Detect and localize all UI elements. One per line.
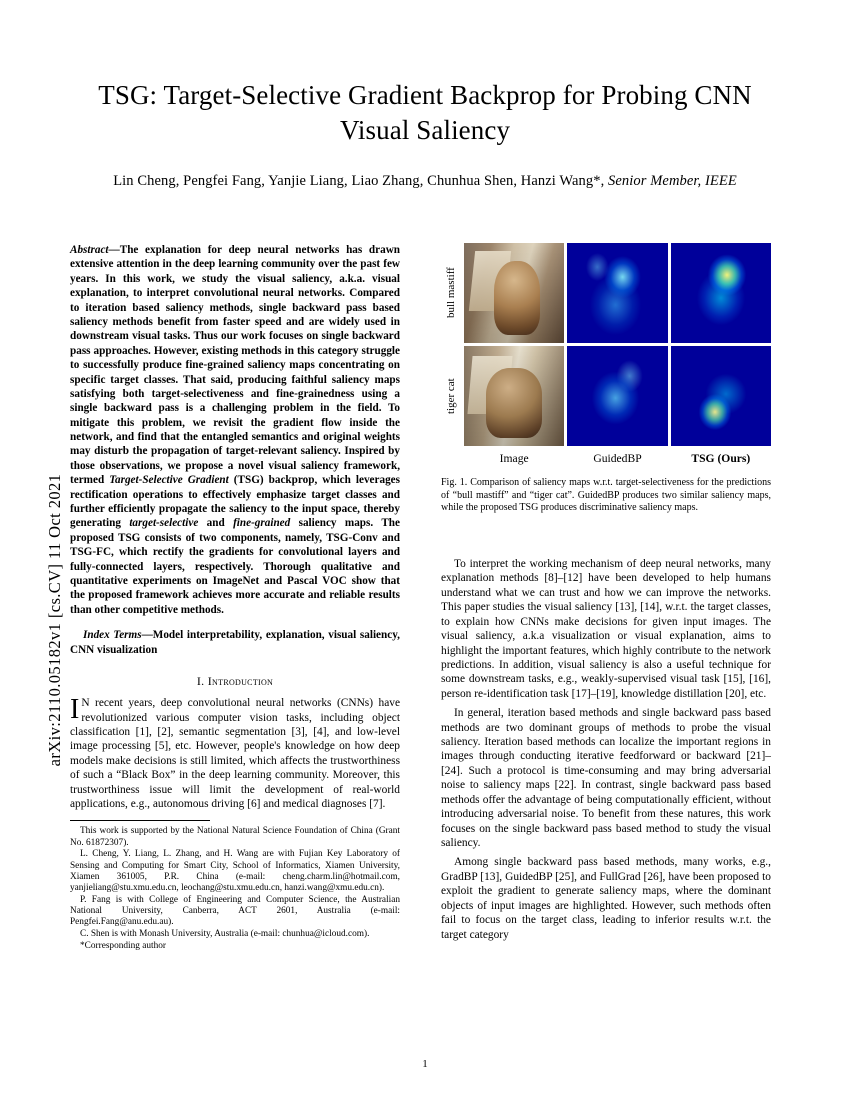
abstract-text-2: (TSG) backprop, which leverages rectification operations to effectively emphasize target classes and further efficiently propagate the saliency to the input space, thereby generating bbox=[70, 474, 400, 530]
figure-row-label-tiger-cat: tiger cat bbox=[445, 378, 457, 414]
left-column bbox=[70, 243, 400, 953]
abstract-text-1: The explanation for deep neural networks has drawn extensive attention in the deep learning community over the past few years. In this work, we study the visual saliency, a.k.a. visual explanation, to interpret convolutional neural networks. Compared to iteration based saliency methods, single backward pass based saliency methods benefit from faster speed and are widely used in downstream visual tasks. Thus our work focuses on single backward pass approaches. However, existing methods in this category struggle to successfully produce fine-grained saliency maps concentrating on specific target classes. That said, producing faithful saliency maps satisfying both target-selectiveness and fine-grainedness using a single backward pass is a challenging problem in the field. To mitigate this problem, we revisit the gradient flow inside the network, and find that the entangled semantics and original weights may disturb the propagation of target-relevant saliency. Inspired by those observations, we propose a novel visual saliency framework, termed bbox=[70, 244, 400, 487]
figure-tsg-bull-mastiff bbox=[671, 243, 771, 343]
title-block bbox=[70, 78, 780, 190]
authors-membership: Senior Member, IEEE bbox=[608, 173, 737, 190]
drop-cap: I bbox=[70, 694, 80, 726]
figure-caption bbox=[441, 477, 771, 515]
footnote-item: L. Cheng, Y. Liang, L. Zhang, and H. Wang are with Fujian Key Laboratory of Sensing and Computing for Smart City, School of Informatics, Xiamen University, Xiamen 361005, P.R. China (e-mail: cheng.charm.lin@hotmail.com, yanjieliang@stu.xmu.edu.cn, leochang@stu.xmu.edu.cn, hanzi.wang@xmu.edu.cn). bbox=[70, 849, 400, 894]
footnotes bbox=[70, 826, 400, 952]
abstract-text-3: and bbox=[198, 517, 234, 530]
footnote-rule bbox=[70, 820, 210, 821]
section-heading-introduction: I. Introduction bbox=[196, 673, 274, 688]
abstract-dash: — bbox=[108, 244, 120, 256]
author-list bbox=[70, 173, 780, 190]
abstract bbox=[70, 243, 400, 617]
abstract-italic-1: Target-Selective Gradient bbox=[109, 474, 229, 487]
figure-guidedbp-bull-mastiff bbox=[567, 243, 667, 343]
authors-names: Lin Cheng, Pengfei Fang, Yanjie Liang, Liao Zhang, Chunhua Shen, Hanzi Wang*, bbox=[113, 173, 609, 190]
figure-header-guidedbp: GuidedBP bbox=[593, 452, 642, 465]
index-terms bbox=[70, 628, 400, 657]
figure-header-tsg: TSG (Ours) bbox=[691, 452, 751, 465]
figure-tsg-tiger-cat bbox=[671, 346, 771, 446]
index-terms-dash: — bbox=[141, 629, 153, 642]
figure-guidedbp-tiger-cat bbox=[567, 346, 667, 446]
figure-image-bull-mastiff bbox=[464, 243, 564, 343]
figure-header-spacer bbox=[441, 452, 461, 465]
figure-row-label-bull-mastiff: bull mastiff bbox=[445, 267, 457, 319]
abstract-italic-2: target-selective bbox=[129, 517, 199, 530]
footnote-item: P. Fang is with College of Engineering and Computer Science, the Australian National University, Canberra, ACT 2601, Australia (e-mail: Pengfei.Fang@anu.edu.au). bbox=[70, 894, 400, 928]
abstract-text-4: saliency maps. The proposed TSG consists of two components, namely, TSG-Conv and TSG-FC, which rectify the gradients for convolutional layers and fully-connected layers, respectively. Thorough qualitative and quantitative experiments on ImageNet and Pascal VOC show that the proposed framework achieves more accurate and reliable results than other competitive methods. bbox=[70, 517, 400, 616]
footnote-item: C. Shen is with Monash University, Australia (e-mail: chunhua@icloud.com). bbox=[80, 929, 370, 940]
figure-caption-label: Fig. 1. bbox=[441, 477, 468, 488]
right-paragraph-3: Among single backward pass based methods, many works, e.g., GradBP [13], GuidedBP [25], and FullGrad [26], have been proposed to exploit the gradient to generate saliency maps, where the dominant objects of input images are highlighted. However, such methods often fail to focus on the target class, leading to inferior results w.r.t. the target category bbox=[441, 856, 771, 941]
abstract-label: Abstract bbox=[70, 244, 109, 256]
right-paragraph-1: To interpret the working mechanism of deep neural networks, many explanation methods [8]–[12] have been developed to help humans understand what we can trust and how we can improve the networks. This paper studies the visual saliency [13], [14], w.r.t. the target classes, to explain how CNNs make decisions for given input images. The visual saliency, a.k.a visualization or visual explanation, aims to highlight the important features, which highly contribute to the network predictions. In addition, visual saliency is also a useful technique for some downstream tasks, e.g., weakly-supervised visual task [15], [16], person re-identification task [17]–[19], knowledge distillation [20], etc. bbox=[441, 558, 771, 700]
index-terms-text: Model interpretability, explanation, visual saliency, CNN visualization bbox=[70, 629, 400, 656]
index-terms-label: Index Terms bbox=[83, 629, 142, 642]
page-title: TSG: Target-Selective Gradient Backprop for Probing CNN Visual Saliency bbox=[98, 80, 752, 145]
figure-1 bbox=[441, 243, 771, 515]
abstract-italic-3: fine-grained bbox=[233, 517, 291, 530]
figure-caption-text: Comparison of saliency maps w.r.t. target-selectiveness for the predictions of “bull mastiff” and “tiger cat”. GuidedBP produces two similar saliency maps, while the proposed TSG produces discriminative saliency maps. bbox=[441, 477, 771, 513]
footnote-item: This work is supported by the National Natural Science Foundation of China (Grant No. 61872307). bbox=[70, 826, 400, 848]
figure-column-headers bbox=[441, 452, 771, 465]
figure-grid bbox=[441, 243, 771, 446]
page-number: 1 bbox=[422, 1058, 428, 1070]
figure-image-tiger-cat bbox=[464, 346, 564, 446]
intro-paragraph-1 bbox=[70, 696, 400, 811]
intro-paragraph-1-text: N recent years, deep convolutional neural networks (CNNs) have revolutionized various computer vision tasks, including object classification [1], [2], semantic segmentation [3], [4], and low-level image processing [5], etc. However, people's knowledge on how deep models make decisions is still limited, which affects the trustworthiness of such a “Black Box” in the deep learning community. Moreover, this trustworthiness issue will limit the development of real-world applications, e.g., autonomous driving [6] and medical diagnoses [7]. bbox=[70, 697, 400, 811]
figure-header-image: Image bbox=[499, 452, 529, 465]
right-paragraph-2: In general, iteration based methods and single backward pass based methods are two dominant groups of methods to probe the visual saliency. Iteration based methods can localize the important regions in images through conducting iterative feedforward or backward [21]–[24]. Such a protocol is time-consuming and may bring adversarial noise to saliency maps [22]. In contrast, single backward pass based methods offer the advantage of being computationally efficient, without introducing adversarial noise. To benefit from these natures, this work focuses on the single backward pass based method to study the visual saliency. bbox=[441, 707, 771, 850]
right-column bbox=[441, 557, 771, 942]
arxiv-stamp: arXiv:2110.05182v1 [cs.CV] 11 Oct 2021 bbox=[45, 473, 64, 767]
footnote-item: *Corresponding author bbox=[80, 940, 166, 951]
